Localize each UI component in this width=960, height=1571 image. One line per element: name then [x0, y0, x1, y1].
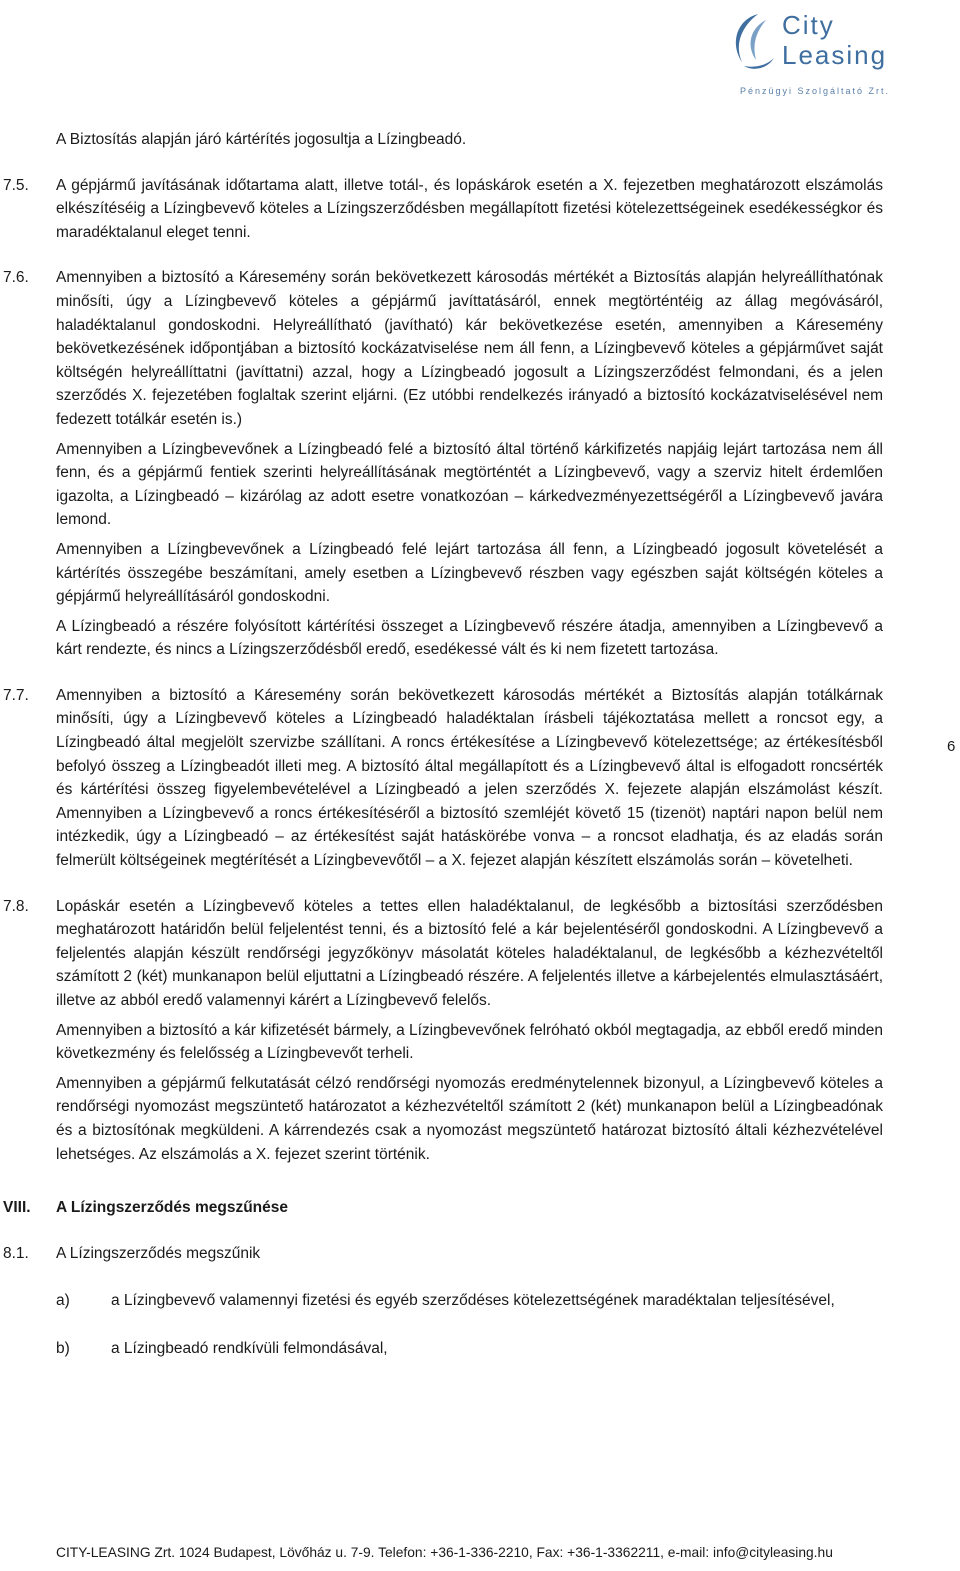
list-item — [56, 1337, 960, 1361]
section-number: 7.6. — [3, 269, 29, 287]
section-number: 7.8. — [3, 897, 29, 915]
page-number: 6 — [947, 738, 956, 755]
logo-word-leasing: Leasing — [782, 40, 888, 70]
section-7-8 — [0, 895, 960, 1167]
section-text: A Lízingszerződés megszűnik — [56, 1244, 261, 1262]
section-paragraph: Amennyiben a biztosító a kár kifizetését bármely, a Lízingbevevőnek felróható okból megtagadja, az ebből eredő minden következmény és felelősség a Lízingbevevőt terheli. — [56, 1021, 883, 1063]
chapter-title: A Lízingszerződés megszűnése — [56, 1199, 288, 1217]
logo-subtitle: Pénzügyi Szolgáltató Zrt. — [740, 86, 891, 96]
section-paragraph: Amennyiben a biztosító a Káresemény során bekövetkezett károsodás mértékét a Biztosítás alapján helyreállíthatónak minősíti, úgy a Lízingbevevő köteles a gépjármű javíttatásáról, ennek megtörténtéig az állag megóvásáról, haladéktalanul gondoskodni. Helyreállítható (javítható) kár bekövetkezése esetén, amennyiben a Káresemény bekövetkezésének időpontjában a biztosító kockázatviselése nem áll fenn, a Lízingbevevő köteles a gépjárművet saját költségén helyreállíttatni (javíttatni) azzal, hogy a Lízingbeadó jogosult a Lízingszerződést felmondani, és a jelen szerződés X. fejezetében foglaltak szerint eljárni. (Ez utóbbi rendelkezés irányadó a biztosító kockázatviselésével nem fedezett totálkár esetén is.) — [56, 269, 883, 428]
chapter-heading — [0, 1196, 960, 1220]
list-label: a) — [56, 1292, 70, 1310]
list-text: a Lízingbevevő valamennyi fizetési és egyéb szerződéses kötelezettségének maradéktalan teljesítésével, — [111, 1292, 835, 1310]
section-paragraph: Amennyiben a Lízingbevevőnek a Lízingbeadó felé lejárt tartozása áll fenn, a Lízingbeadó jogosult követelését a kártérítés összegébe beszámítani, amely esetben a Lízingbevevő részben vagy egészben saját költségén köteles a gépjármű helyreállításáról gondoskodni. — [56, 540, 883, 606]
section-text: Amennyiben a biztosító a Káresemény során bekövetkezett károsodás mértékét a Biztosítás alapján totálkárnak minősíti, úgy a Lízingbevevő köteles a Lízingbeadó haladéktalan írásbeli tájékoztatása mellett a roncsot egy, a Lízingbeadó által megjelölt szervizbe szállítani. A roncs értékesítése a Lízingbevevő kötelezettsége; az értékesítésből befolyó összeg a Lízingbeadót illeti meg. A biztosító által megállapított és a Lízingbevevő által is elfogadott roncsérték és kártérítési összeg figyelembevételével a Lízingbeadó a jelen szerződés X. fejezete alapján elszámolást készít. Amennyiben a Lízingbevevő a roncs értékesítéséről a biztosító szemléjét követő 15 (tizenöt) naptári napon belül nem intézkedik, úgy a Lízingbeadó – az értékesítést saját hatáskörébe vonva – a roncsot eladhatja, és az eladás során felmerült költségeinek megtérítését a Lízingbevevőtől – a X. fejezet alapján készített elszámolás során – követelheti. — [56, 686, 883, 870]
company-logo — [726, 6, 891, 98]
section-number: 7.7. — [3, 686, 29, 704]
document-body — [0, 128, 960, 1361]
list-item — [56, 1289, 960, 1313]
chapter-number: VIII. — [3, 1199, 31, 1217]
list-text: a Lízingbeadó rendkívüli felmondásával, — [111, 1339, 388, 1357]
section-paragraph: Amennyiben a gépjármű felkutatását célzó rendőrségi nyomozás eredménytelennek bizonyul, a Lízingbevevő köteles a rendőrségi nyomozást megszüntető határozatot a kézhezvételtől számított 2 (két) munkanapon belül a Lízingbeadónak és a biztosítónak megküldeni. A kárrendezés csak a nyomozást megszüntető határozat biztosító általi kézhezvételével lehetséges. Az elszámolás a X. fejezet szerint történik. — [56, 1074, 883, 1163]
section-8-1 — [0, 1242, 960, 1266]
logo-word-city: City — [782, 10, 835, 40]
section-number: 7.5. — [3, 176, 29, 194]
section-paragraph: Lopáskár esetén a Lízingbevevő köteles a tettes ellen haladéktalanul, de legkésőbb a biztosítási szerződésben meghatározott határidőn belül feljelentést tenni, és a biztosító felé a kár bejelentéséről gondoskodni. A Lízingbevevő a feljelentés alapján készült rendőrségi jegyzőkönyv másolatát köteles haladéktalanul, de legkésőbb a kézhezvételtől számított 2 (két) munkanapon belül eljuttatni a Lízingbeadó részére. A feljelentés illetve a kárbejelentés elmulasztásáért, illetve az abból eredő valamennyi kárért a Lízingbevevő felelős. — [56, 897, 883, 1009]
section-number: 8.1. — [3, 1244, 29, 1262]
intro-paragraph: A Biztosítás alapján járó kártérítés jogosultja a Lízingbeadó. — [56, 131, 467, 148]
section-7-7 — [0, 684, 960, 873]
section-7-6 — [0, 266, 960, 662]
page-footer: CITY-LEASING Zrt. 1024 Budapest, Lövőház u. 7-9. Telefon: +36-1-336-2210, Fax: +36-1-3362211, e-mail: info@cityleasing.hu — [56, 1545, 833, 1560]
logo-swoosh-icon — [728, 10, 778, 72]
section-paragraph: A Lízingbeadó a részére folyósított kártérítési összeget a Lízingbevevő részére átadja, amennyiben a Lízingbevevő a kárt rendezte, és nincs a Lízingszerződésből eredő, esedékessé vált és ki nem fizetett tartozása. — [56, 617, 883, 659]
section-paragraph: Amennyiben a Lízingbevevőnek a Lízingbeadó felé a biztosító által történő kárkifizetés napjáig lejárt tartozása nem áll fenn, és a gépjármű fentiek szerinti helyreállításának megtörténtét a Lízingbevevő, vagy a szerviz hitelt érdemlően igazolta, a Lízingbeadó – kizárólag az adott esetre vonatkozóan – kárkedvezményezettségéről a Lízingbevevő javára lemond. — [56, 440, 883, 529]
section-text: A gépjármű javításának időtartama alatt, illetve totál-, és lopáskárok esetén a X. fejezetben meghatározott elszámolás elkészítéséig a Lízingbevevő köteles a Lízingszerződésben megállapított fizetési kötelezettségeinek esedékességkor és maradéktalanul eleget tenni. — [56, 176, 883, 241]
list-label: b) — [56, 1339, 70, 1357]
section-7-5 — [0, 174, 960, 245]
